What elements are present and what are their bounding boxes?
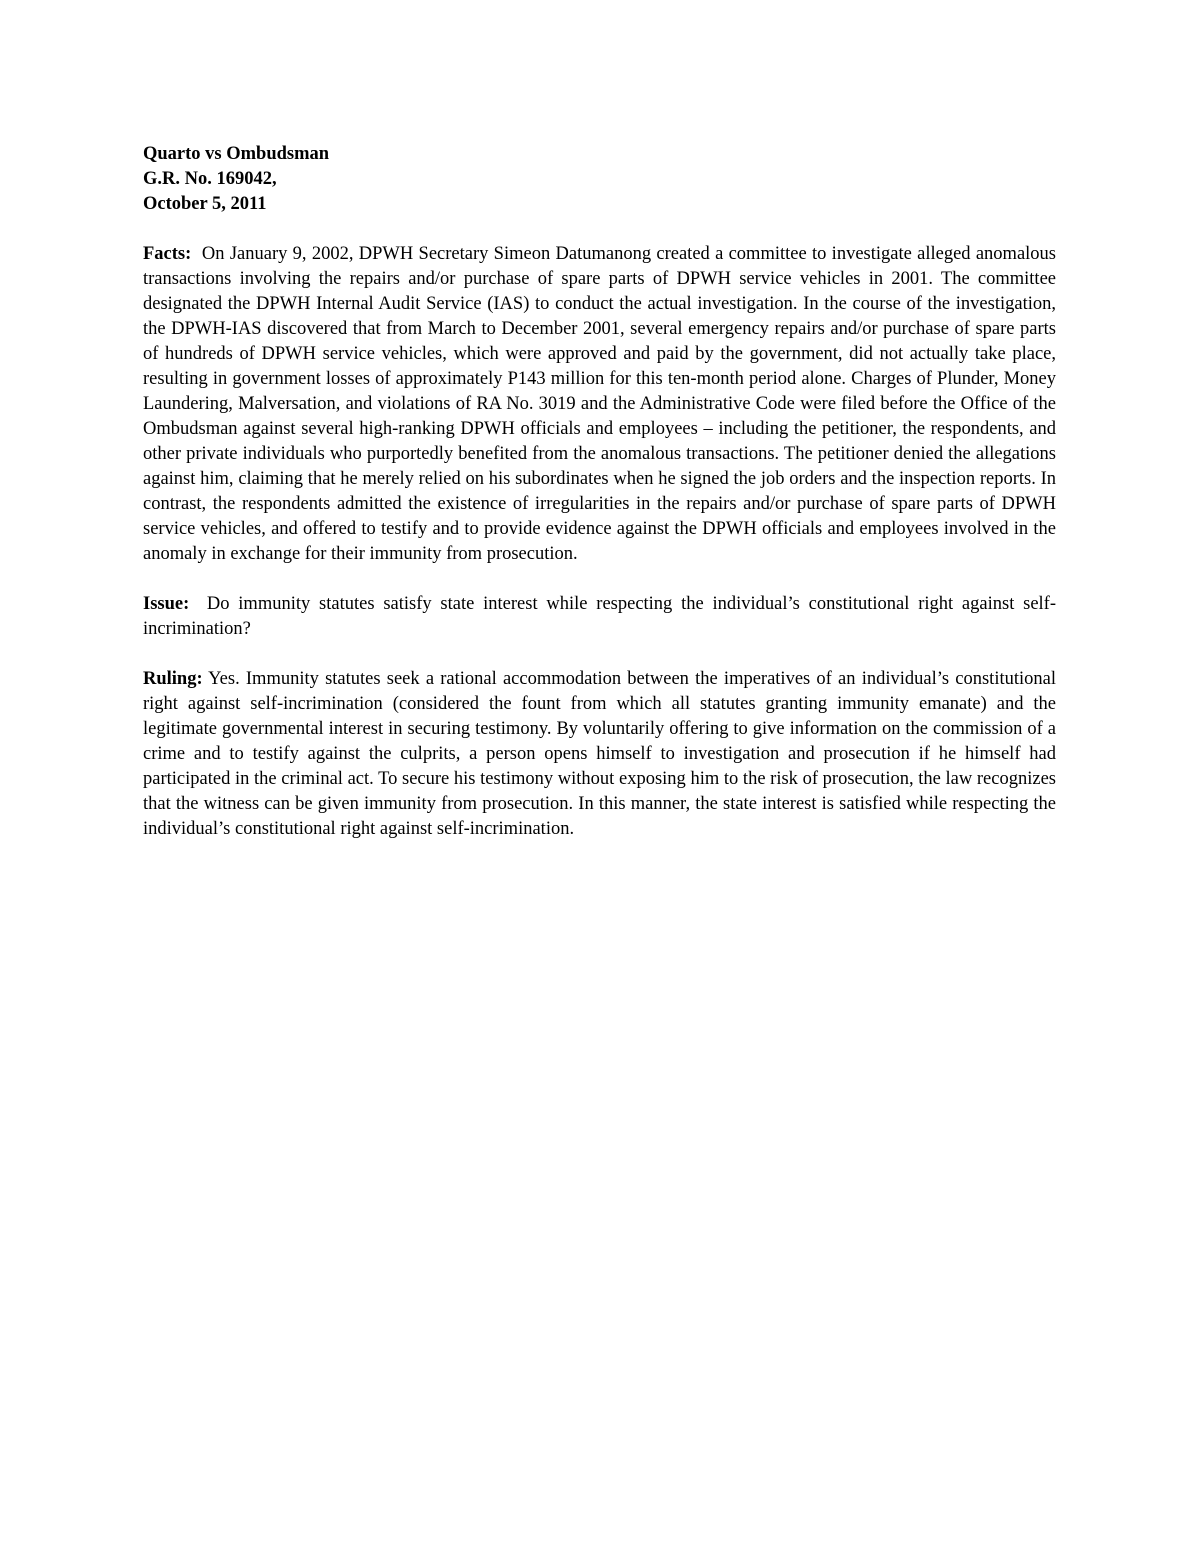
ruling-section [143, 667, 1056, 842]
spacer [143, 642, 1056, 667]
facts-label: Facts: [143, 244, 192, 264]
spacer [143, 567, 1056, 592]
gr-number: G.R. No. 169042, [143, 169, 277, 189]
document-page [143, 142, 1056, 842]
issue-text: Do immunity statutes satisfy state interest while respecting the individual’s constitutional right against self-incrimination? [143, 594, 1057, 639]
decision-date: October 5, 2011 [143, 194, 267, 214]
case-title: Quarto vs Ombudsman [143, 144, 330, 164]
facts-section [143, 242, 1056, 567]
ruling-label: Ruling: [143, 669, 203, 689]
issue-label: Issue: [143, 594, 190, 614]
ruling-text: Yes. Immunity statutes seek a rational accommodation between the imperatives of an individual’s constitutional right against self-incrimination (considered the fount from which all statutes granting immunity emanate) and the legitimate governmental interest in securing testimony. By voluntarily offering to give information on the commission of a crime and to testify against the culprits, a person opens himself to investigation and prosecution if he himself had participated in the criminal act. To secure his testimony without exposing him to the risk of prosecution, the law recognizes that the witness can be given immunity from prosecution. In this manner, the state interest is satisfied while respecting the individual’s constitutional right against self-incrimination. [143, 669, 1056, 839]
issue-section [143, 592, 1056, 642]
spacer [143, 217, 1056, 242]
facts-text: On January 9, 2002, DPWH Secretary Simeon Datumanong created a committee to investigate alleged anomalous transactions involving the repairs and/or purchase of spare parts of DPWH service vehicles in 2001. The committee designated the DPWH Internal Audit Service (IAS) to conduct the actual investigation. In the course of the investigation, the DPWH-IAS discovered that from March to December 2001, several emergency repairs and/or purchase of spare parts of hundreds of DPWH service vehicles, which were approved and paid by the government, did not actually take place, resulting in government losses of approximately P143 million for this ten-month period alone. Charges of Plunder, Money Laundering, Malversation, and violations of RA No. 3019 and the Administrative Code were filed before the Office of the Ombudsman against several high-ranking DPWH officials and employees – including the petitioner, the respondents, and other private individuals who purportedly benefited from the anomalous transactions. The petitioner denied the allegations against him, claiming that he merely relied on his subordinates when he signed the job orders and the inspection reports. In contrast, the respondents admitted the existence of irregularities in the repairs and/or purchase of spare parts of DPWH service vehicles, and offered to testify and to provide evidence against the DPWH officials and employees involved in the anomaly in exchange for their immunity from prosecution. [143, 244, 1056, 564]
